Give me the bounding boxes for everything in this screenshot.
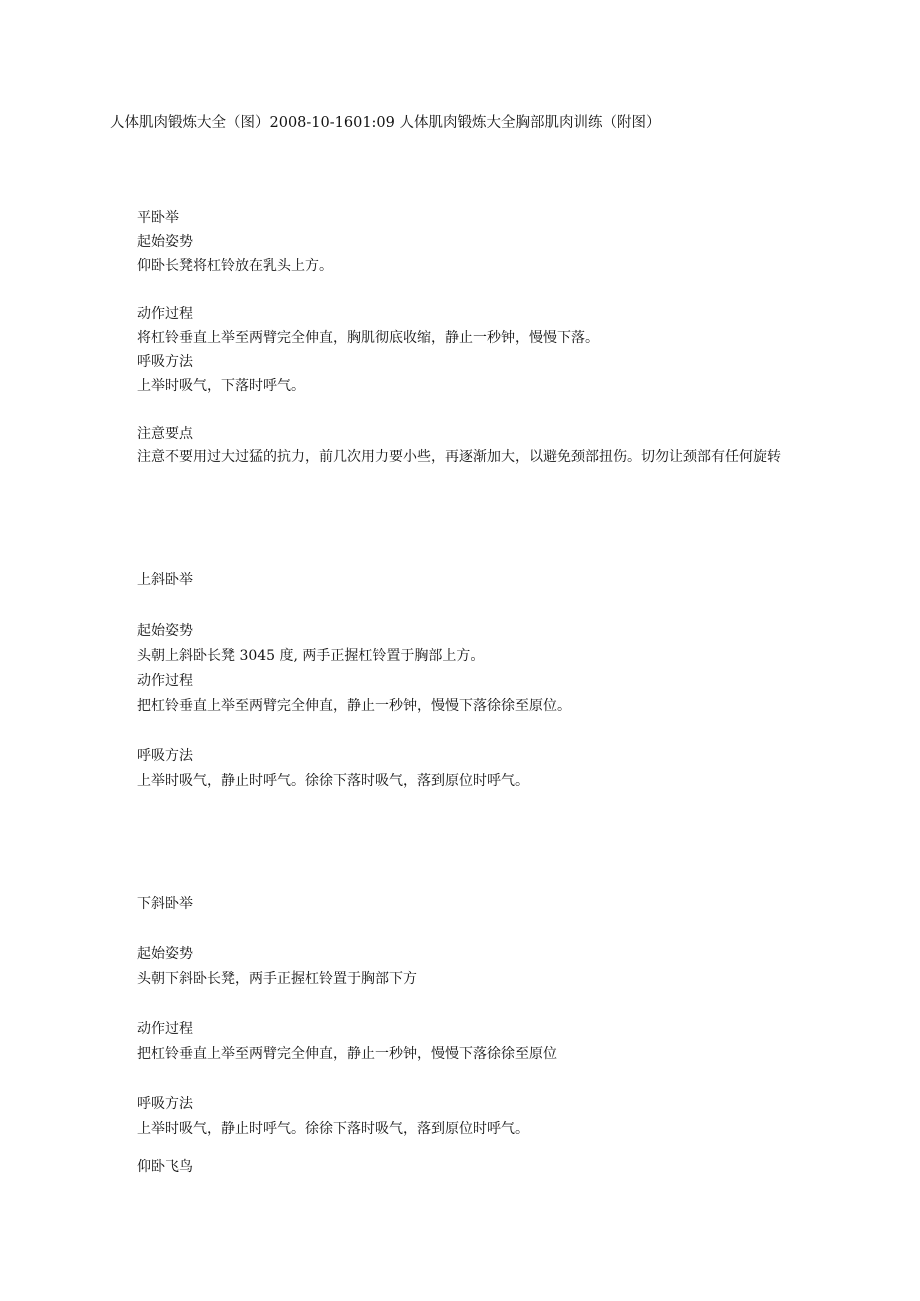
- motion-label: 动作过程: [137, 1021, 193, 1037]
- motion-label: 动作过程: [137, 673, 193, 689]
- motion-text: 将杠铃垂直上举至两臂完全伸直，胸肌彻底收缩，静止一秒钟，慢慢下落。: [137, 330, 599, 346]
- start-text: 头朝上斜卧长凳 3045 度, 两手正握杠铃置于胸部上方。: [137, 648, 485, 664]
- start-text: 头朝下斜卧长凳，两手正握杠铃置于胸部下方: [137, 971, 417, 987]
- section-heading-decline-press: 下斜卧举: [137, 896, 193, 912]
- start-text: 仰卧长凳将杠铃放在乳头上方。: [137, 258, 333, 274]
- start-label: 起始姿势: [137, 946, 193, 962]
- breath-text: 上举时吸气，静止时呼气。徐徐下落时吸气，落到原位时呼气。: [137, 1121, 529, 1137]
- motion-text: 把杠铃垂直上举至两臂完全伸直，静止一秒钟，慢慢下落徐徐至原位: [137, 1046, 557, 1062]
- breath-label: 呼吸方法: [137, 748, 193, 764]
- breath-label: 呼吸方法: [137, 1096, 193, 1112]
- note-text: 注意不要用过大过猛的抗力，前几次用力要小些，再逐渐加大，以避免颈部扭伤。切勿让颈部有任何旋转: [137, 449, 781, 465]
- motion-text: 把杠铃垂直上举至两臂完全伸直，静止一秒钟，慢慢下落徐徐至原位。: [137, 698, 571, 714]
- breath-text: 上举时吸气，静止时呼气。徐徐下落时吸气，落到原位时呼气。: [137, 773, 529, 789]
- section-heading-dumbbell-fly: 仰卧飞鸟: [137, 1159, 193, 1175]
- start-label: 起始姿势: [137, 234, 193, 250]
- motion-label: 动作过程: [137, 306, 193, 322]
- breath-text: 上举时吸气，下落时呼气。: [137, 378, 305, 394]
- note-label: 注意要点: [137, 426, 193, 442]
- document-title: 人体肌肉锻炼大全（图）2008-10-1601:09 人体肌肉锻炼大全胸部肌肉训练（附图）: [110, 115, 661, 131]
- start-label: 起始姿势: [137, 623, 193, 639]
- breath-label: 呼吸方法: [137, 354, 193, 370]
- section-heading-incline-press: 上斜卧举: [137, 572, 193, 588]
- section-heading-flat-press: 平卧举: [137, 210, 179, 226]
